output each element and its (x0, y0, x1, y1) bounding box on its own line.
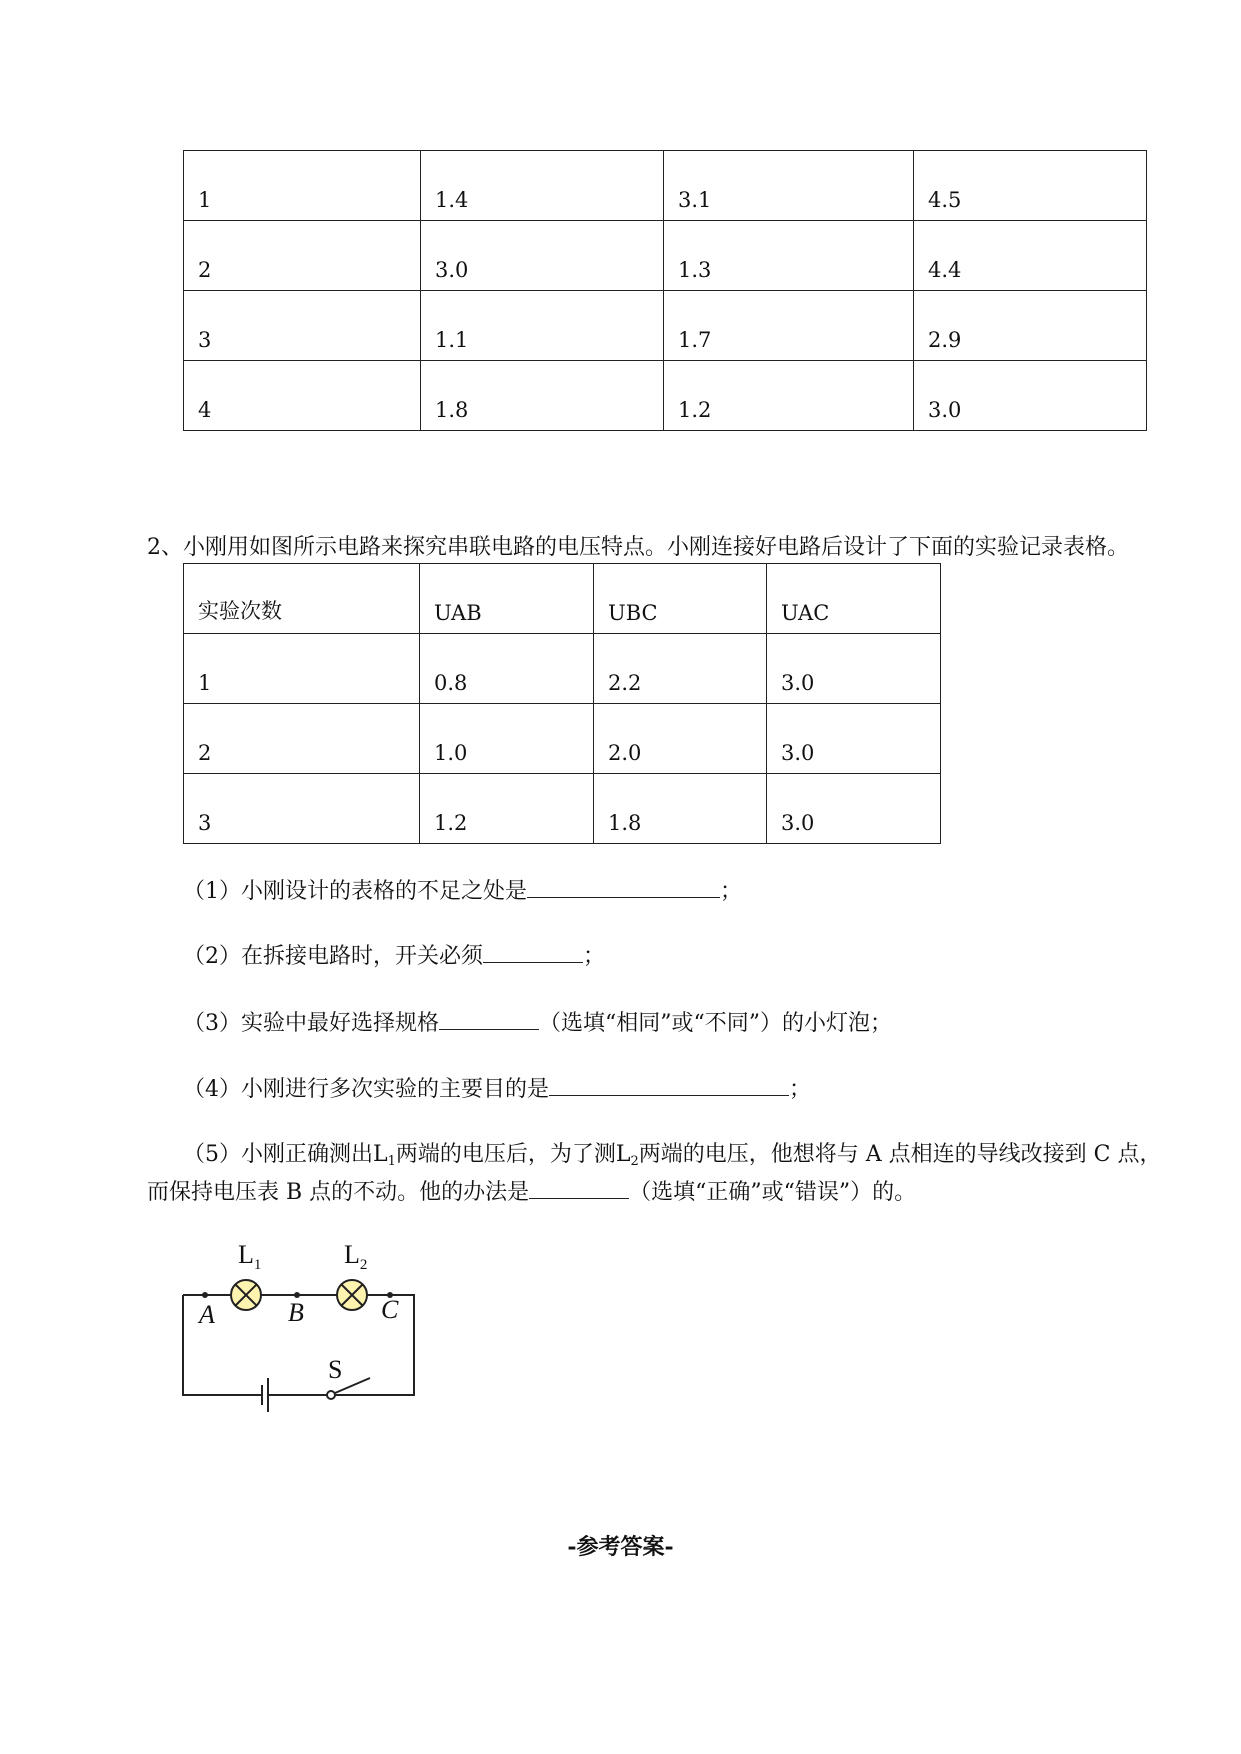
table-cell: 3.0 (421, 221, 664, 291)
table-cell: 1 (184, 634, 420, 704)
table-row (184, 774, 941, 844)
point-c-label: C (381, 1295, 399, 1324)
sub-question-5-line-2: 而保持电压表 B 点的不动。他的办法是 （选填“正确”或“错误”）的。 (147, 1175, 916, 1206)
table-cell: 1.3 (664, 221, 914, 291)
table-cell: 4.4 (914, 221, 1147, 291)
table-cell: 2 (184, 704, 420, 774)
table-cell: 3.0 (767, 774, 941, 844)
point-a-dot (202, 1292, 208, 1298)
lamp-l2-label: $L_2$ (344, 1240, 368, 1273)
table-cell: 0.8 (420, 634, 594, 704)
answer-blank[interactable] (529, 1176, 629, 1199)
table-header-row (184, 564, 941, 634)
table-cell: 4 (184, 361, 421, 431)
table-cell: 2.2 (594, 634, 767, 704)
table-cell: 3.0 (914, 361, 1147, 431)
table-row (184, 151, 1147, 221)
table-cell: 3 (184, 291, 421, 361)
table-cell: 2.9 (914, 291, 1147, 361)
table-cell: 3.0 (767, 634, 941, 704)
table-cell: 1.8 (421, 361, 664, 431)
table-cell: 2.0 (594, 704, 767, 774)
table-header-cell: UAC (767, 564, 941, 634)
question-2-stem: 2、小刚用如图所示电路来探究串联电路的电压特点。小刚连接好电路后设计了下面的实验记录表格。 (147, 535, 1130, 560)
answer-blank[interactable] (527, 875, 720, 898)
table-cell: 1.0 (420, 704, 594, 774)
sub-question-4: （4）小刚进行多次实验的主要目的是 ； (183, 1072, 811, 1103)
table-cell: 3.0 (767, 704, 941, 774)
table-cell: 3 (184, 774, 420, 844)
table-row (184, 361, 1147, 431)
data-table-1 (183, 150, 1147, 431)
answer-heading: -参考答案- (567, 1534, 674, 1560)
table-row (184, 291, 1147, 361)
sub-question-3: （3）实验中最好选择规格 （选填“相同”或“不同”）的小灯泡； (183, 1006, 892, 1037)
table-cell: 1 (184, 151, 421, 221)
table-cell: 1.2 (664, 361, 914, 431)
sub-question-1: （1）小刚设计的表格的不足之处是 ； (183, 874, 742, 905)
table-row (184, 704, 941, 774)
answer-blank[interactable] (483, 940, 583, 963)
lamp-l2-icon (337, 1280, 367, 1310)
table-header-cell: UAB (420, 564, 594, 634)
table-cell: 1.7 (664, 291, 914, 361)
table-cell: 1.2 (420, 774, 594, 844)
table-cell: 1.4 (421, 151, 664, 221)
point-a-label: A (199, 1300, 215, 1329)
sub-question-5: （5）小刚正确测出$L_1$两端的电压后，为了测$L_2$两端的电压，他想将与 A 点相连的导线改接到 C 点， (183, 1142, 1162, 1169)
table-row (184, 634, 941, 704)
lamp-l1-label: $L_1$ (238, 1240, 262, 1273)
table-cell: 1.1 (421, 291, 664, 361)
table-cell: 2 (184, 221, 421, 291)
answer-blank[interactable] (439, 1007, 539, 1030)
table-cell: 1.8 (594, 774, 767, 844)
table-row (184, 221, 1147, 291)
table-header-cell: 实验次数 (184, 564, 420, 634)
answer-blank[interactable] (549, 1073, 789, 1096)
switch-label: S (328, 1355, 343, 1384)
lamp-l1-icon (231, 1280, 261, 1310)
table-cell: 3.1 (664, 151, 914, 221)
point-b-label: B (288, 1298, 304, 1327)
battery-icon (262, 1378, 268, 1412)
table-cell: 4.5 (914, 151, 1147, 221)
data-table-2 (183, 563, 941, 844)
table-header-cell: UBC (594, 564, 767, 634)
sub-question-2: （2）在拆接电路时，开关必须 ； (183, 939, 605, 970)
